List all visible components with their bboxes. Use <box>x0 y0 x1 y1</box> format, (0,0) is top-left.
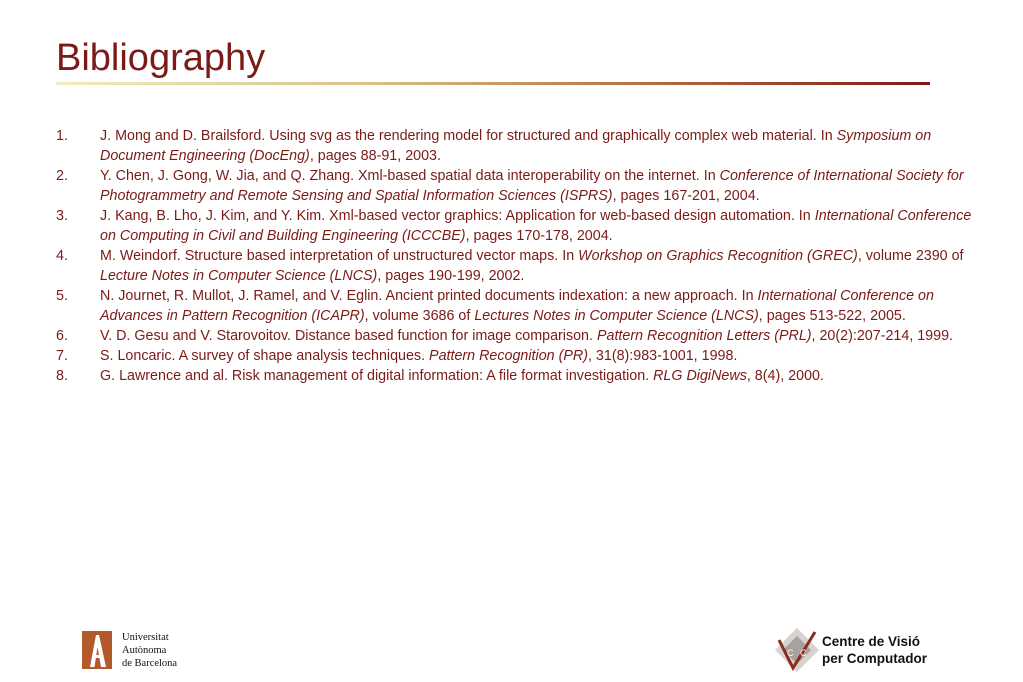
reference-venue: Workshop on Graphics Recognition (GREC) <box>578 248 858 264</box>
uab-logo-icon <box>82 631 112 669</box>
reference-number: 1. <box>56 128 68 144</box>
reference-venue: Lectures Notes in Computer Science (LNCS) <box>474 308 759 324</box>
reference-segment: , pages 170-178, 2004. <box>465 228 613 244</box>
reference-number: 7. <box>56 348 68 364</box>
reference-venue: Pattern Recognition Letters (PRL) <box>596 328 812 344</box>
reference-segment: , 20(2):207-214, 1999. <box>811 328 954 344</box>
reference-venue: Conference of International Society for Photogrammetry and Remote Sensing and Spatial Information Sciences (ISPRS) <box>100 168 964 204</box>
uab-logo <box>82 631 202 671</box>
reference-number: 5. <box>56 288 68 304</box>
reference-segment: , pages 513-522, 2005. <box>758 308 906 324</box>
reference-venue: Symposium on Document Engineering (DocEng) <box>100 128 932 164</box>
reference-venue: Lecture Notes in Computer Science (LNCS) <box>100 268 378 284</box>
reference-number: 8. <box>56 368 68 384</box>
reference-item <box>56 206 986 246</box>
reference-venue: International Conference on Computing in Civil and Building Engineering (ICCCBE) <box>100 208 972 244</box>
reference-segment: , pages 167-201, 2004. <box>612 188 760 204</box>
svg-text:C: C <box>787 648 794 658</box>
reference-segment: N. Journet, R. Mullot, J. Ramel, and V. Eglin. Ancient printed documents indexation: a new approach. In <box>100 288 758 304</box>
cvc-logo <box>773 626 963 676</box>
reference-list <box>56 126 986 386</box>
reference-text <box>100 128 931 164</box>
reference-item <box>56 246 986 286</box>
reference-text <box>100 348 737 364</box>
reference-segment: , 31(8):983-1001, 1998. <box>587 348 738 364</box>
uab-logo-text: Universitat Autònoma de Barcelona <box>122 632 178 669</box>
reference-number: 6. <box>56 328 68 344</box>
reference-text <box>100 328 953 344</box>
reference-segment: Y. Chen, J. Gong, W. Jia, and Q. Zhang. Xml-based spatial data interoperability on the internet. In <box>100 168 720 184</box>
reference-item <box>56 126 986 166</box>
reference-number: 3. <box>56 208 68 224</box>
reference-number: 4. <box>56 248 68 264</box>
page-title: Bibliography <box>56 37 266 79</box>
reference-segment: , volume 2390 of <box>857 248 964 264</box>
svg-text:C: C <box>800 648 807 658</box>
reference-text <box>100 368 824 384</box>
reference-item <box>56 286 986 326</box>
reference-text <box>100 168 964 204</box>
reference-venue: International Conference on Advances in Pattern Recognition (ICAPR) <box>100 288 934 324</box>
reference-text <box>100 288 934 324</box>
reference-segment: , 8(4), 2000. <box>746 368 824 384</box>
reference-segment: , volume 3686 of <box>364 308 475 324</box>
reference-item <box>56 366 986 386</box>
reference-number: 2. <box>56 168 68 184</box>
reference-venue: RLG DigiNews <box>653 368 747 384</box>
reference-item <box>56 326 986 346</box>
reference-item <box>56 166 986 206</box>
cvc-logo-icon <box>773 626 821 674</box>
reference-segment: V. D. Gesu and V. Starovoitov. Distance based function for image comparison. <box>100 328 597 344</box>
reference-item <box>56 346 986 366</box>
reference-segment: S. Loncaric. A survey of shape analysis techniques. <box>100 348 430 364</box>
reference-venue: Pattern Recognition (PR) <box>429 348 588 364</box>
reference-text <box>100 208 971 244</box>
reference-segment: J. Kang, B. Lho, J. Kim, and Y. Kim. Xml-based vector graphics: Application for web-based design automation. In <box>100 208 815 224</box>
title-underline <box>56 82 930 85</box>
reference-text <box>100 248 964 284</box>
cvc-logo-text: Centre de Visió per Computador <box>822 634 928 666</box>
reference-segment: , pages 190-199, 2002. <box>377 268 525 284</box>
reference-segment: G. Lawrence and al. Risk management of digital information: A file format investigation. <box>100 368 654 384</box>
reference-segment: J. Mong and D. Brailsford. Using svg as the rendering model for structured and graphically complex web material. In <box>100 128 837 144</box>
reference-segment: , pages 88-91, 2003. <box>309 148 441 164</box>
reference-segment: M. Weindorf. Structure based interpretation of unstructured vector maps. In <box>100 248 579 264</box>
